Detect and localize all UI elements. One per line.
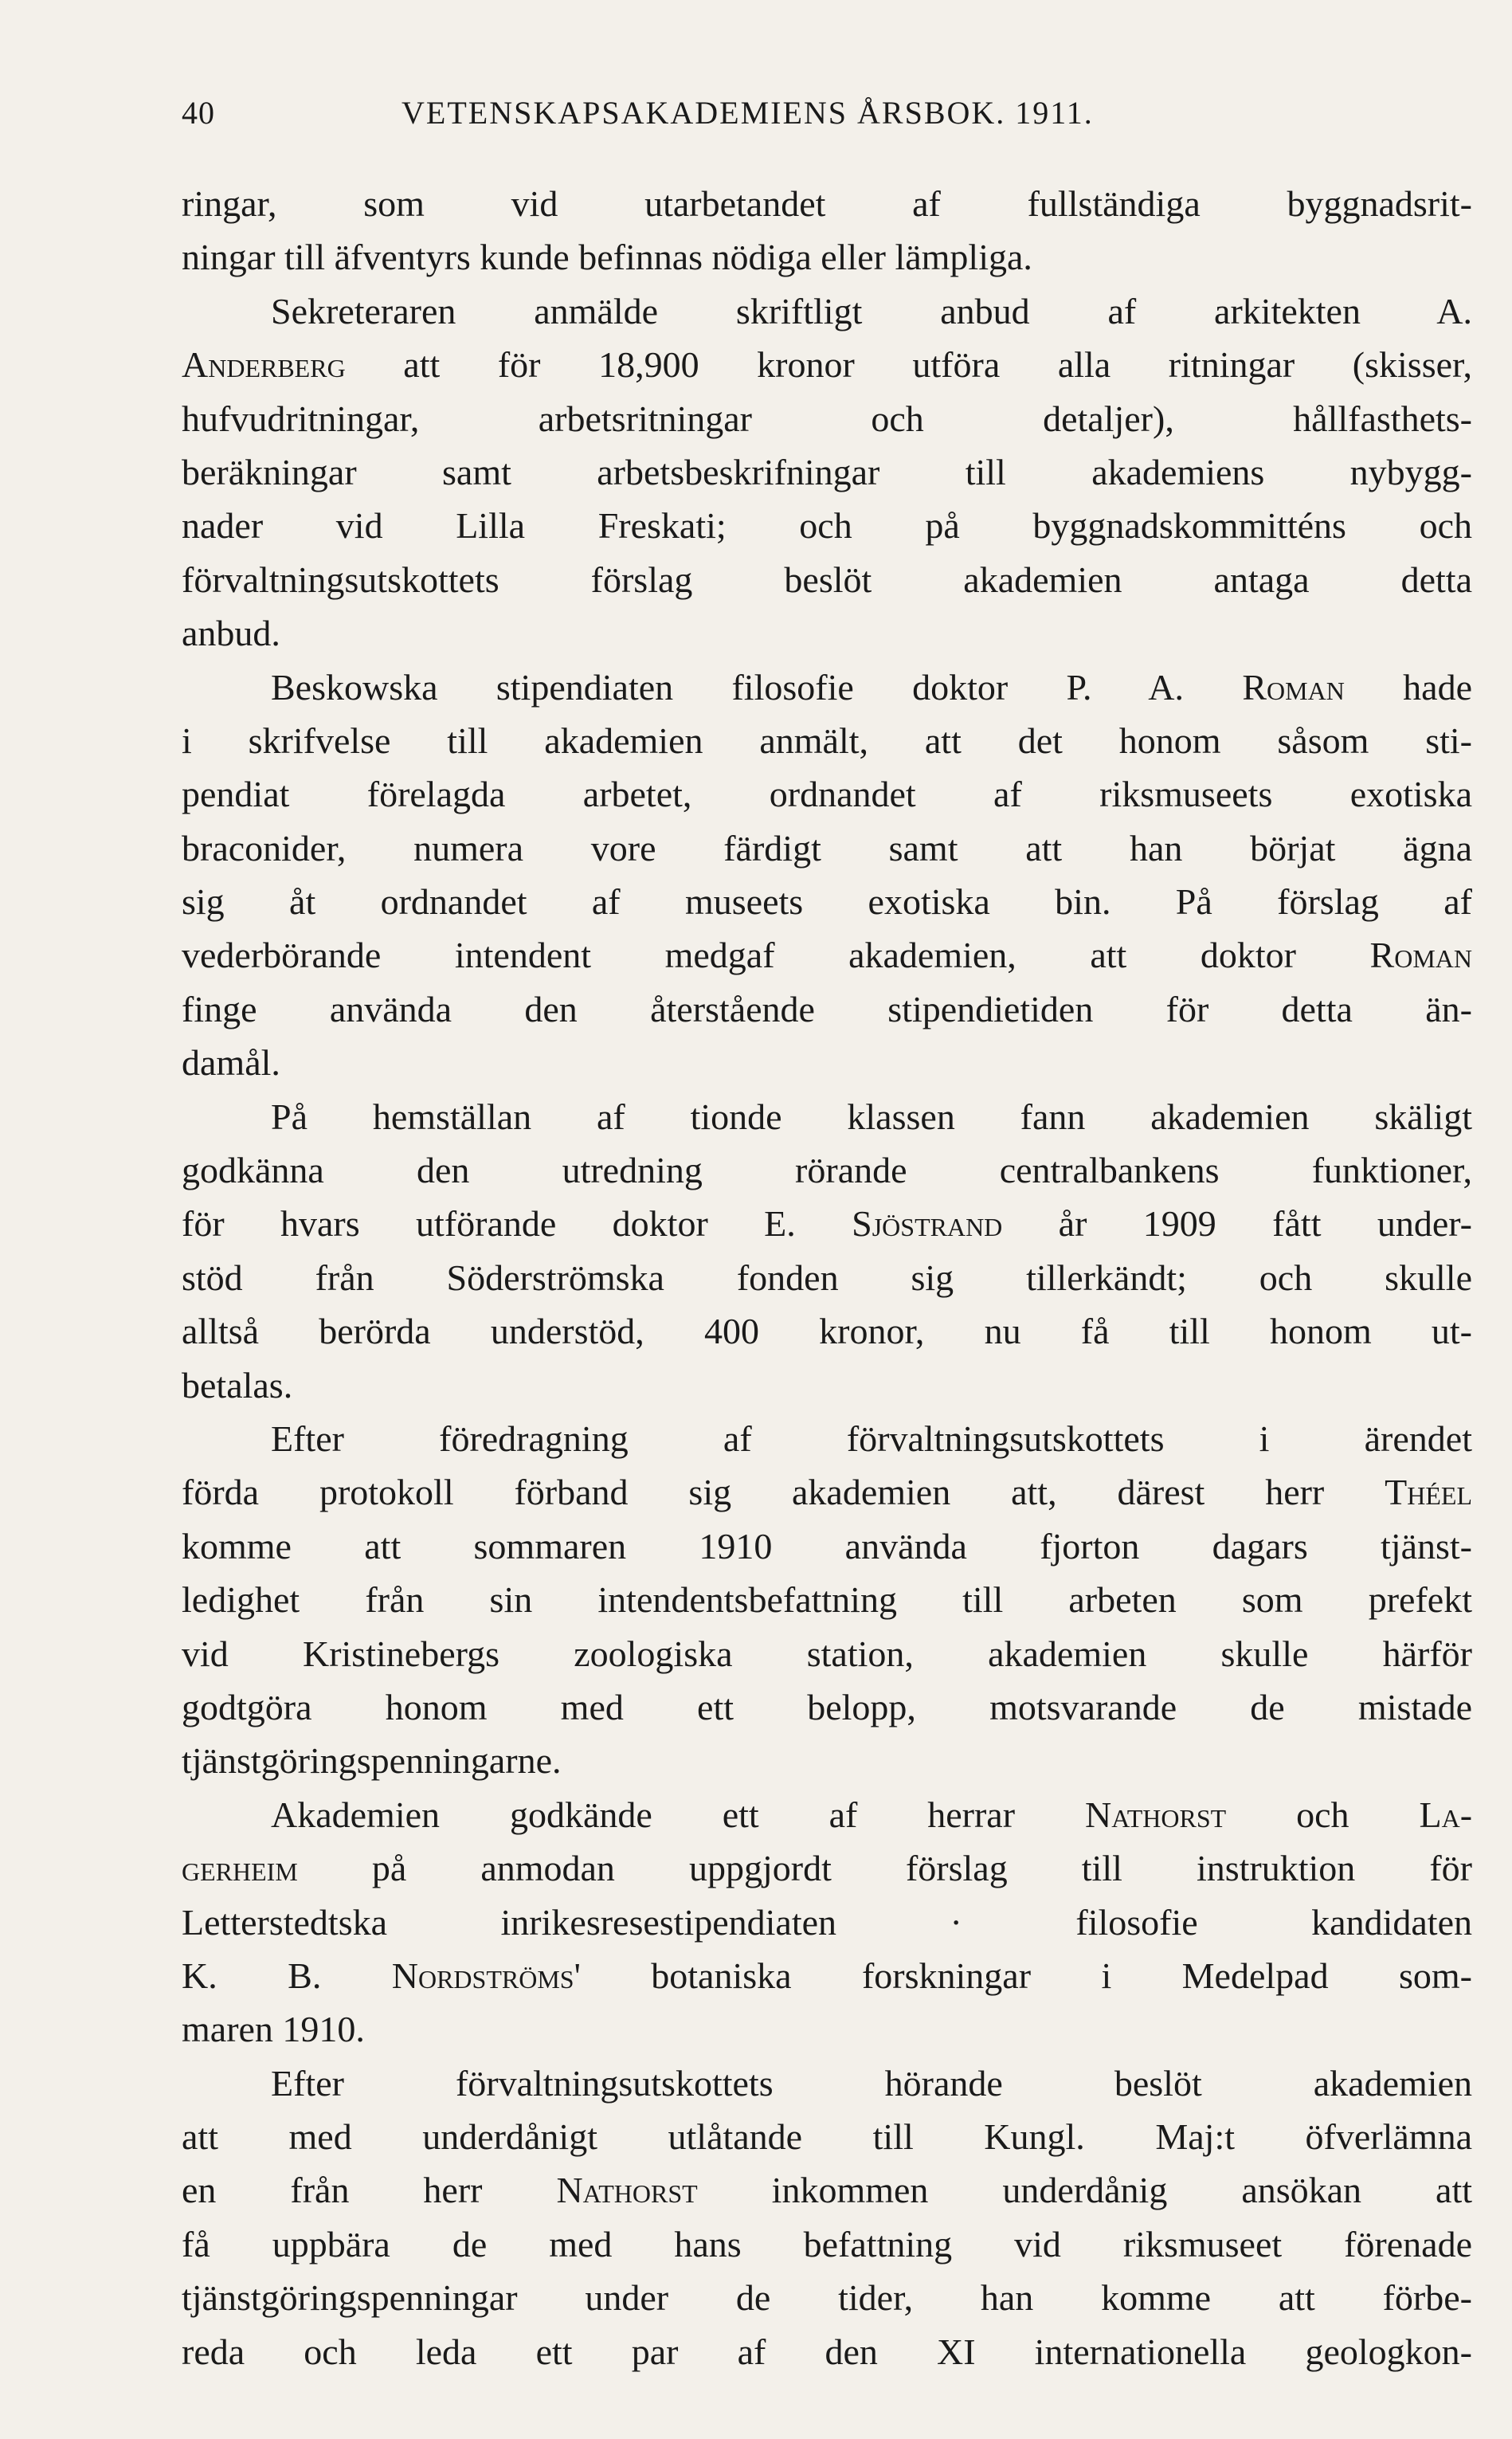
- small-caps-name: Sjöstrand: [852, 1203, 1003, 1245]
- text-segment: på anmodan uppgjordt förslag till instruktion för: [297, 1848, 1472, 1889]
- text-line: [182, 714, 1472, 767]
- text-line: [182, 1680, 1472, 1734]
- text-line: [182, 230, 1472, 284]
- text-segment: anbud.: [182, 613, 280, 654]
- text-line: [182, 1896, 1472, 1949]
- text-segment: förvaltningsutskottets förslag beslöt akademien antaga detta: [182, 559, 1472, 600]
- small-caps-name: gerheim: [182, 1848, 298, 1889]
- text-segment: K. B.: [182, 1955, 392, 1996]
- text-segment: år 1909 fått under-: [1002, 1203, 1472, 1245]
- text-segment: stöd från Söderströmska fonden sig tillerkändt; och skulle: [182, 1257, 1472, 1298]
- text-line: [182, 661, 1472, 714]
- text-segment: finge använda den återstående stipendietiden för detta än-: [182, 988, 1472, 1029]
- text-segment: tjänstgöringspenningarne.: [182, 1740, 562, 1782]
- small-caps-name: Nordströms: [391, 1955, 574, 1996]
- page-number: 40: [182, 95, 215, 131]
- text-segment: hufvudritningar, arbetsritningar och detaljer), hållfasthets-: [182, 398, 1472, 439]
- small-caps-name: Théel: [1385, 1472, 1472, 1513]
- text-segment: inkommen underdånig ansökan att: [697, 2170, 1472, 2211]
- text-line: [182, 1197, 1472, 1250]
- text-line: [182, 1519, 1472, 1573]
- text-segment: att för 18,900 kronor utföra alla ritningar (skisser,: [345, 344, 1472, 386]
- text-segment: tjänstgöringspenningar under de tider, han komme att förbe-: [182, 2277, 1472, 2319]
- text-segment: och: [1226, 1794, 1420, 1835]
- text-segment: vid Kristinebergs zoologiska station, akademien skulle härför: [182, 1633, 1472, 1674]
- text-line: [182, 2002, 1472, 2056]
- text-segment: Beskowska stipendiaten filosofie doktor P. A.: [271, 666, 1243, 708]
- text-segment: maren 1910.: [182, 2009, 365, 2050]
- text-segment: godtgöra honom med ett belopp, motsvarande de mistade: [182, 1686, 1472, 1727]
- text-segment: för hvars utförande doktor E.: [182, 1203, 852, 1245]
- text-line: [182, 1627, 1472, 1680]
- text-segment: beräkningar samt arbetsbeskrifningar till akademiens nybygg-: [182, 451, 1472, 492]
- text-line: [182, 499, 1472, 552]
- text-line: [182, 875, 1472, 928]
- text-line: [182, 1465, 1472, 1519]
- text-line: [182, 1788, 1472, 1841]
- text-line: [182, 1143, 1472, 1197]
- text-line: [182, 1841, 1472, 1895]
- small-caps-name: Nathorst: [1084, 1794, 1227, 1835]
- text-line: [182, 821, 1472, 875]
- text-line: [182, 1251, 1472, 1304]
- text-line: [182, 1734, 1472, 1787]
- text-segment: få uppbära de med hans befattning vid riksmuseet förenade: [182, 2223, 1472, 2265]
- text-line: [182, 2325, 1472, 2378]
- text-segment: sig åt ordnandet af museets exotiska bin. På förslag af: [182, 881, 1472, 923]
- running-title: VETENSKAPSAKADEMIENS ÅRSBOK. 1911.: [402, 95, 1094, 131]
- text-segment: förda protokoll förband sig akademien att, därest herr: [182, 1472, 1385, 1513]
- text-segment: braconider, numera vore färdigt samt att han börjat ägna: [182, 827, 1472, 869]
- text-segment: På hemställan af tionde klassen fann akademien skäligt: [271, 1096, 1472, 1137]
- small-caps-name: Anderberg: [182, 344, 346, 386]
- text-segment: alltså berörda understöd, 400 kronor, nu få till honom ut-: [182, 1311, 1472, 1352]
- text-line: [182, 1036, 1472, 1089]
- text-segment: pendiat förelagda arbetet, ordnandet af riksmuseets exotiska: [182, 774, 1472, 815]
- text-segment: reda och leda ett par af den XI internationella geologkon-: [182, 2331, 1472, 2372]
- text-line: [182, 1949, 1472, 2002]
- text-segment: ' botaniska forskningar i Medelpad som-: [574, 1955, 1472, 1996]
- text-segment: i skrifvelse till akademien anmält, att det honom såsom sti-: [182, 720, 1472, 761]
- text-line: [182, 2057, 1472, 2110]
- text-segment: godkänna den utredning rörande centralbankens funktioner,: [182, 1150, 1472, 1191]
- small-caps-name: Roman: [1369, 935, 1472, 976]
- text-segment: att med underdånigt utlåtande till Kungl. Maj:t öfverlämna: [182, 2116, 1472, 2158]
- text-segment: ningar till äfventyrs kunde befinnas nödiga eller lämpliga.: [182, 237, 1032, 278]
- text-segment: ringar, som vid utarbetandet af fullständiga byggnadsrit-: [182, 183, 1472, 224]
- text-line: [182, 1090, 1472, 1143]
- text-line: [182, 1412, 1472, 1465]
- text-segment: en från herr: [182, 2170, 557, 2211]
- text-line: [182, 1359, 1472, 1412]
- text-segment: komme att sommaren 1910 använda fjorton dagars tjänst-: [182, 1525, 1472, 1567]
- text-line: [182, 2217, 1472, 2271]
- text-line: [182, 928, 1472, 982]
- small-caps-name: Roman: [1242, 666, 1345, 708]
- text-line: [182, 1304, 1472, 1358]
- small-caps-name: Nathorst: [556, 2170, 698, 2211]
- text-line: [182, 606, 1472, 660]
- text-line: [182, 982, 1472, 1036]
- text-segment: hade: [1344, 666, 1472, 708]
- text-line: [182, 1573, 1472, 1626]
- text-line: [182, 445, 1472, 499]
- text-segment: Efter förvaltningsutskottets hörande beslöt akademien: [271, 2062, 1472, 2104]
- text-segment: vederbörande intendent medgaf akademien, att doktor: [182, 935, 1370, 976]
- text-segment: Efter föredragning af förvaltningsutskottets i ärendet: [271, 1418, 1472, 1459]
- text-segment: betalas.: [182, 1364, 293, 1406]
- text-line: [182, 553, 1472, 606]
- text-line: [182, 284, 1472, 338]
- small-caps-name: La-: [1419, 1794, 1473, 1835]
- text-line: [182, 2271, 1472, 2324]
- text-line: [182, 767, 1472, 821]
- text-line: [182, 2163, 1472, 2217]
- text-segment: ledighet från sin intendentsbefattning till arbeten som prefekt: [182, 1579, 1472, 1621]
- text-segment: Akademien godkände ett af herrar: [271, 1794, 1085, 1835]
- text-line: [182, 392, 1472, 445]
- text-segment: Sekreteraren anmälde skriftligt anbud af arkitekten A.: [271, 290, 1472, 331]
- text-segment: Letterstedtska inrikesresestipendiaten · filosofie kandidaten: [182, 1901, 1472, 1943]
- text-segment: nader vid Lilla Freskati; och på byggnadskommitténs och: [182, 505, 1472, 547]
- text-line: [182, 177, 1472, 230]
- body-text: [182, 177, 1472, 2378]
- text-line: [182, 2110, 1472, 2163]
- running-header: [182, 94, 1297, 131]
- text-segment: damål.: [182, 1042, 280, 1084]
- text-line: [182, 338, 1472, 391]
